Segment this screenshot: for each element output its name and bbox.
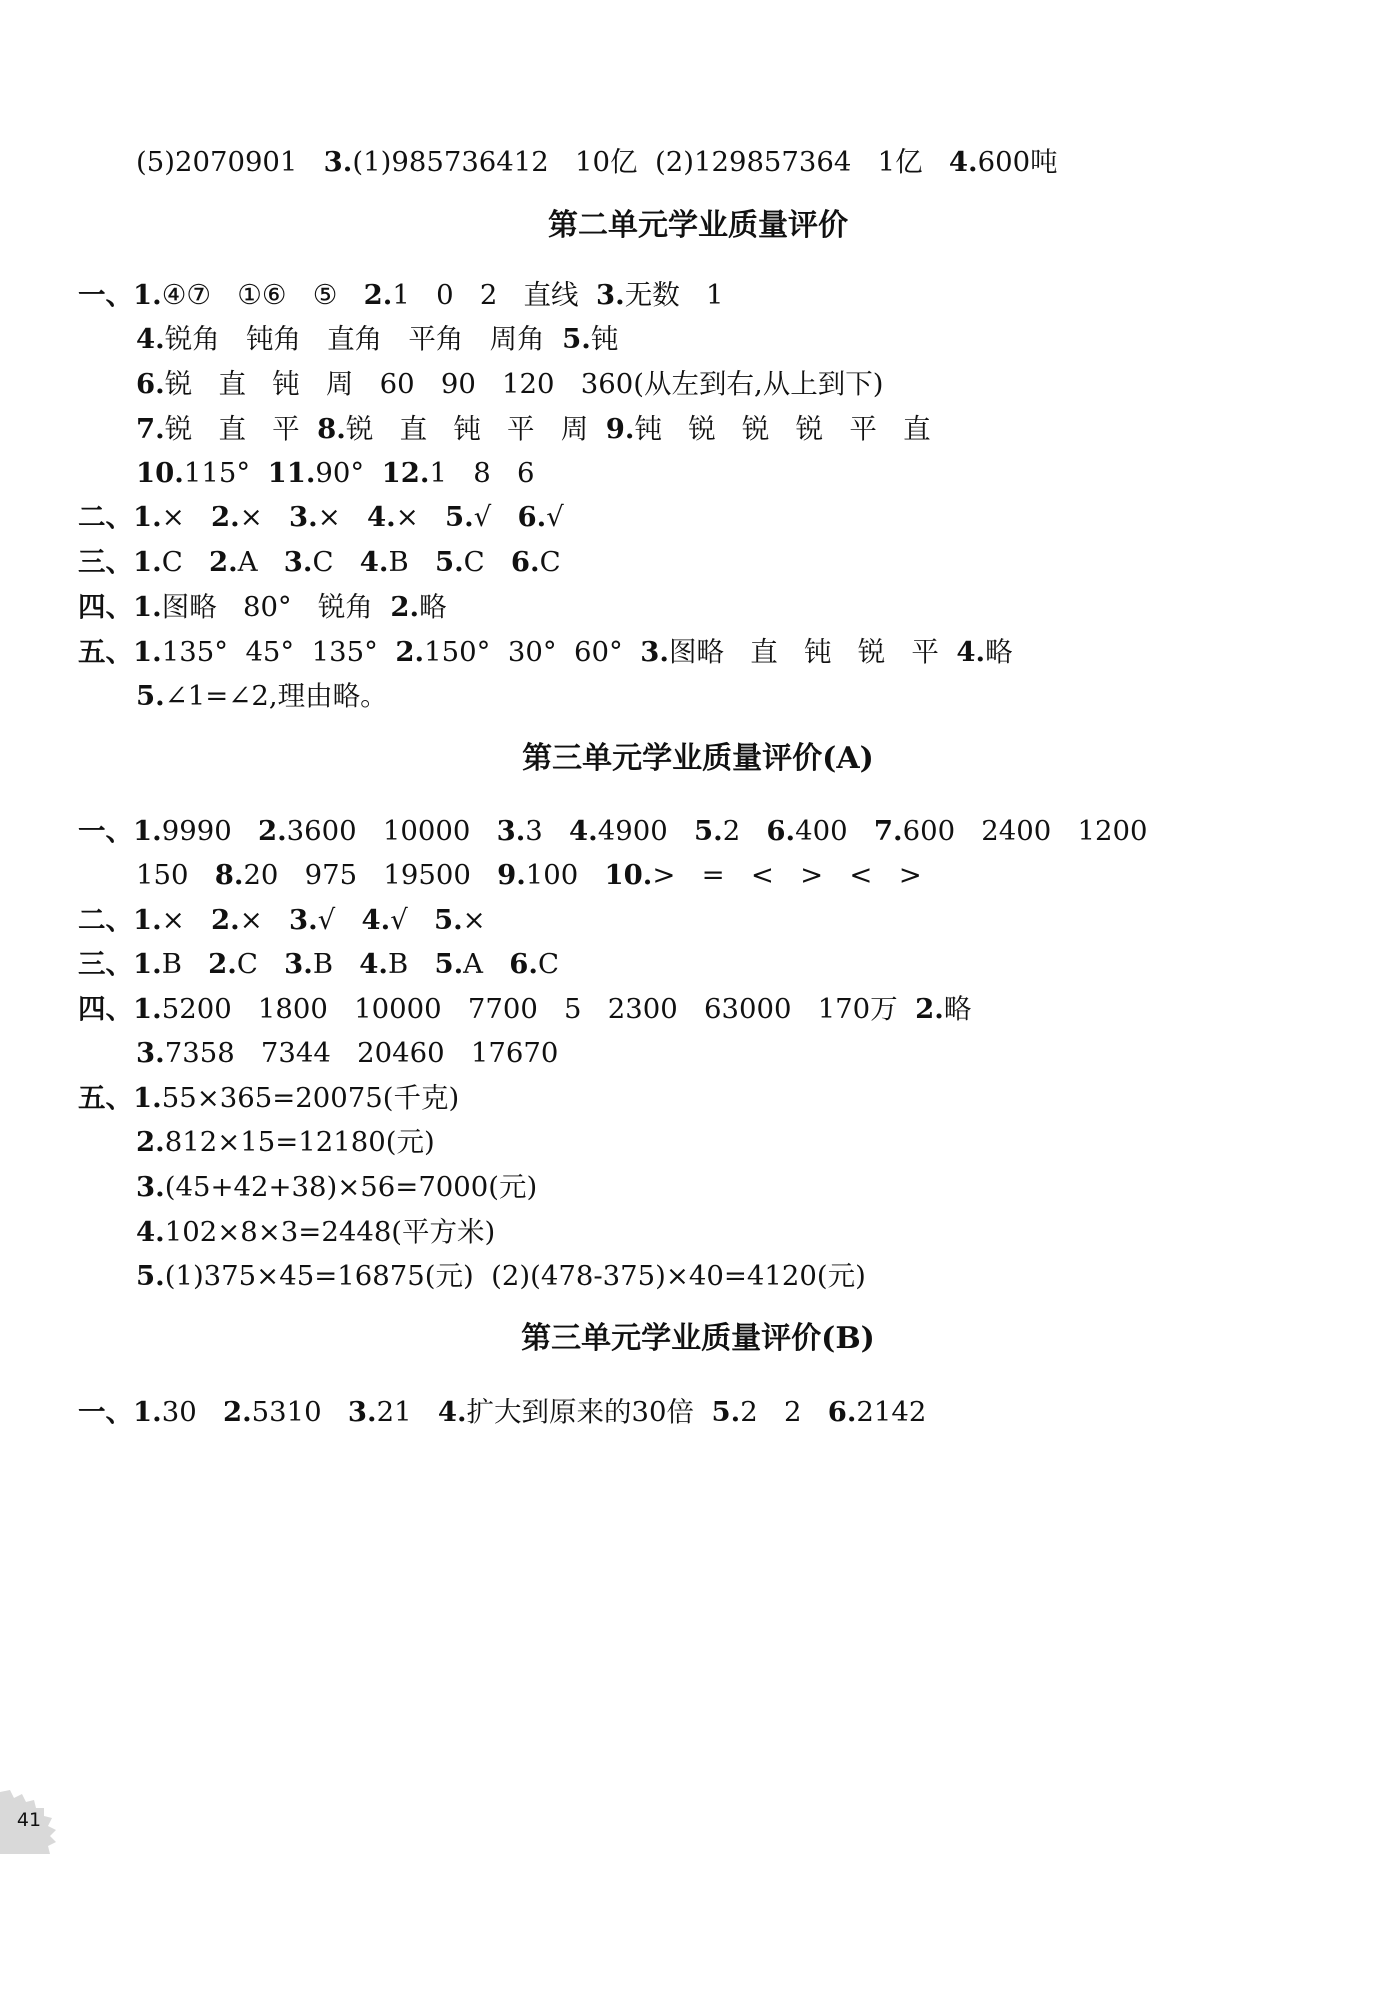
answer-text: 600吨 <box>977 146 1058 178</box>
answer-text: 略 <box>419 591 447 623</box>
answer-text: 2 2 <box>740 1396 828 1428</box>
answer-line <box>78 545 561 579</box>
answer-line <box>78 947 559 981</box>
question-number: 5. <box>693 815 723 847</box>
question-number: 4. <box>359 948 389 980</box>
question-number: 4. <box>569 815 598 847</box>
answer-line <box>78 1081 459 1115</box>
answer-text: √ <box>546 501 564 533</box>
question-number: 一、1. <box>78 815 162 847</box>
answer-line <box>136 1036 558 1070</box>
answer-line <box>78 500 564 534</box>
question-number: 10. <box>604 859 653 891</box>
question-number: 12. <box>381 457 430 489</box>
answer-line <box>78 635 1013 669</box>
answer-line <box>136 679 388 713</box>
question-number: 二、1. <box>78 904 162 936</box>
answer-text: (45+42+38)×56=7000(元) <box>164 1171 538 1203</box>
answer-text: √ <box>390 904 434 936</box>
answer-text: C <box>537 948 560 980</box>
answer-text: 7358 7344 20460 17670 <box>164 1037 559 1069</box>
question-number: 8. <box>317 413 346 445</box>
answer-text: C <box>236 948 285 980</box>
question-number: 4. <box>437 1396 467 1428</box>
answer-text: 2 <box>722 815 767 847</box>
answer-text: × <box>161 904 211 936</box>
question-number: 3. <box>289 904 318 936</box>
question-number: 11. <box>267 457 316 489</box>
question-number: 3. <box>136 1171 165 1203</box>
answer-text: 20 975 19500 <box>243 859 498 891</box>
question-number: 9. <box>497 859 526 891</box>
question-number: 3. <box>136 1037 165 1069</box>
question-number: 2. <box>211 501 240 533</box>
answer-line <box>136 456 534 490</box>
question-number: 7. <box>873 815 903 847</box>
answer-line <box>78 1395 926 1429</box>
question-number: 四、1. <box>78 993 162 1025</box>
answer-text: B <box>388 948 435 980</box>
question-number: 一、1. <box>78 279 162 311</box>
answer-text: 钝 锐 锐 锐 平 直 <box>634 413 931 445</box>
answer-text: 812×15=12180(元) <box>164 1126 435 1158</box>
question-number: 三、1. <box>78 546 162 578</box>
question-number: 4. <box>361 904 391 936</box>
question-number: 五、1. <box>78 636 162 668</box>
answer-text: 钝 <box>590 323 619 355</box>
answer-line <box>136 1125 435 1159</box>
answer-line <box>136 1259 866 1293</box>
question-number: 四、1. <box>78 591 162 623</box>
answer-text: C <box>463 546 511 578</box>
question-number: 7. <box>136 413 165 445</box>
question-number: 二、1. <box>78 501 162 533</box>
answer-text: 锐 直 钝 周 60 90 120 360(从左到右,从上到下) <box>164 368 884 400</box>
answer-text: 2142 <box>856 1396 927 1428</box>
question-number: 5. <box>433 904 463 936</box>
question-number: 2. <box>257 815 287 847</box>
answer-text: 锐角 钝角 直角 平角 周角 <box>164 323 563 355</box>
question-number: 5. <box>434 546 464 578</box>
answer-line <box>78 992 971 1026</box>
answer-text: 30 <box>161 1396 223 1428</box>
answer-text: 扩大到原来的30倍 <box>466 1396 712 1428</box>
question-number: 2. <box>915 993 944 1025</box>
question-number: 2. <box>222 1396 252 1428</box>
answer-text: × <box>161 501 211 533</box>
question-number: 2. <box>208 948 237 980</box>
question-number: 一、1. <box>78 1396 162 1428</box>
question-number: 4. <box>136 1216 165 1248</box>
answer-line <box>136 367 883 401</box>
question-number: 4. <box>948 146 978 178</box>
question-number: 6. <box>766 815 796 847</box>
answer-line <box>136 858 922 892</box>
question-number: 五、1. <box>78 1082 162 1114</box>
answer-text: √ <box>317 904 362 936</box>
question-number: 3. <box>347 1396 377 1428</box>
answer-text: 100 <box>525 859 605 891</box>
answer-text: (1)985736412 10亿 (2)129857364 1亿 <box>352 146 949 178</box>
answer-line <box>136 412 931 446</box>
answer-text: 600 2400 1200 <box>902 815 1148 847</box>
question-number: 4. <box>136 323 165 355</box>
answer-text: B <box>312 948 360 980</box>
question-number: 3. <box>284 948 313 980</box>
answer-text: C <box>161 546 209 578</box>
answer-text: 1 0 2 直线 <box>392 279 597 311</box>
question-number: 3. <box>496 815 526 847</box>
answer-text: C <box>312 546 360 578</box>
question-number: 5. <box>434 948 464 980</box>
answer-text: 1 8 6 <box>429 457 535 489</box>
answer-line <box>136 1170 537 1204</box>
answer-text: 102×8×3=2448(平方米) <box>164 1216 496 1248</box>
answer-text: 90° <box>315 457 382 489</box>
question-number: 5. <box>136 680 165 712</box>
answer-text: 锐 直 钝 平 周 <box>345 413 606 445</box>
question-number: 2. <box>363 279 393 311</box>
answer-text: 锐 直 平 <box>164 413 318 445</box>
answer-text: > = < > < > <box>652 859 922 891</box>
answer-line <box>136 322 618 356</box>
answer-line <box>136 1215 495 1249</box>
answer-text: 115° <box>183 457 268 489</box>
question-number: 2. <box>136 1126 165 1158</box>
answer-text: 150° 30° 60° <box>424 636 641 668</box>
answer-text: 9990 <box>161 815 258 847</box>
answer-text: (1)375×45=16875(元) (2)(478-375)×40=4120(元) <box>164 1260 866 1292</box>
answer-text: 图略 80° 锐角 <box>161 591 391 623</box>
question-number: 5. <box>711 1396 741 1428</box>
question-number: 3. <box>283 546 313 578</box>
question-number: 6. <box>509 948 538 980</box>
answer-text: 5310 <box>251 1396 348 1428</box>
question-number: 2. <box>395 636 425 668</box>
question-number: 3. <box>289 501 318 533</box>
answer-line <box>78 903 486 937</box>
answer-text: ④⑦ ①⑥ ⑤ <box>161 279 364 311</box>
answer-text: × <box>462 904 486 936</box>
answer-text: 略 <box>985 636 1013 668</box>
answer-line <box>78 590 447 624</box>
answer-text: 400 <box>795 815 874 847</box>
answer-text: 4900 <box>597 815 694 847</box>
answer-text: A <box>463 948 510 980</box>
answer-text: 3600 10000 <box>286 815 497 847</box>
answer-text: 图略 直 钝 锐 平 <box>669 636 957 668</box>
answer-text: 略 <box>943 993 972 1025</box>
answer-text: A <box>237 546 284 578</box>
question-number: 5. <box>136 1260 165 1292</box>
answer-text: 55×365=20075(千克) <box>161 1082 460 1114</box>
answer-text: (5)2070901 <box>136 146 324 178</box>
answer-line <box>78 278 724 312</box>
question-number: 5. <box>562 323 591 355</box>
answer-text: ∠1=∠2,理由略。 <box>164 680 388 712</box>
section-title: 第三单元学业质量评价(A) <box>522 741 874 776</box>
question-number: 2. <box>390 591 420 623</box>
question-number: 4. <box>359 546 389 578</box>
answer-text: 21 <box>376 1396 438 1428</box>
answer-text: C <box>539 546 561 578</box>
answer-text: 无数 1 <box>624 279 724 311</box>
question-number: 4. <box>956 636 986 668</box>
answer-text: 150 <box>136 859 215 891</box>
question-number: 4. <box>367 501 396 533</box>
answer-line <box>136 145 1058 179</box>
answer-line <box>78 814 1148 848</box>
question-number: 8. <box>214 859 244 891</box>
question-number: 5. <box>445 501 474 533</box>
answer-text: × <box>317 501 367 533</box>
answer-text: × <box>395 501 445 533</box>
question-number: 3. <box>323 146 353 178</box>
answer-text: 135° 45° 135° <box>161 636 396 668</box>
answer-text: √ <box>473 501 518 533</box>
question-number: 9. <box>605 413 635 445</box>
answer-text: × <box>239 904 289 936</box>
question-number: 6. <box>510 546 540 578</box>
question-number: 3. <box>596 279 625 311</box>
question-number: 10. <box>136 457 184 489</box>
section-title: 第二单元学业质量评价 <box>548 208 848 243</box>
question-number: 6. <box>517 501 547 533</box>
question-number: 3. <box>640 636 670 668</box>
answer-text: 5200 1800 10000 7700 5 2300 63000 170万 <box>161 993 916 1025</box>
section-title: 第三单元学业质量评价(B) <box>521 1321 875 1356</box>
page-number: 41 <box>16 1809 42 1831</box>
answer-text: × <box>239 501 289 533</box>
question-number: 6. <box>827 1396 857 1428</box>
question-number: 三、1. <box>78 948 162 980</box>
question-number: 6. <box>136 368 165 400</box>
answer-text: 3 <box>525 815 570 847</box>
answer-text: B <box>161 948 209 980</box>
answer-text: B <box>388 546 435 578</box>
question-number: 2. <box>208 546 238 578</box>
question-number: 2. <box>211 904 240 936</box>
